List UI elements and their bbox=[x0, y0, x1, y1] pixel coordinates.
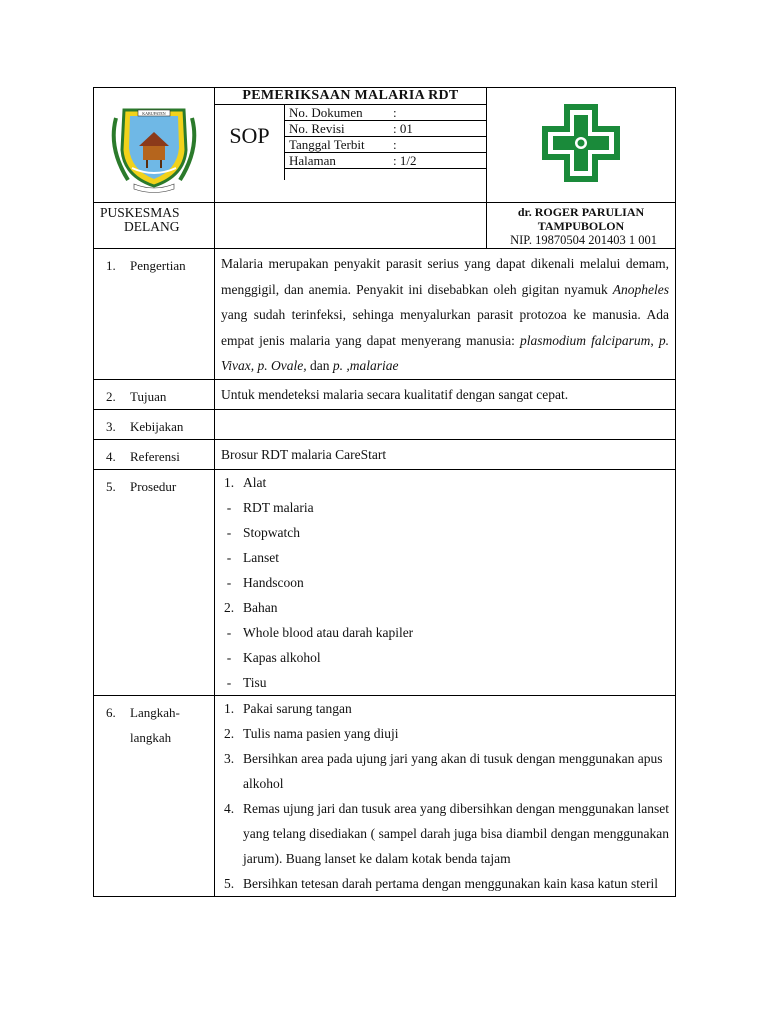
puskesmas-cross-icon bbox=[541, 103, 621, 183]
list-item: - Handscoon bbox=[226, 574, 304, 590]
org-cell bbox=[94, 203, 215, 249]
sop-table bbox=[93, 87, 676, 897]
regency-logo-cell bbox=[94, 88, 215, 203]
row-pengertian bbox=[94, 249, 676, 380]
list-item: - Stopwatch bbox=[226, 524, 300, 540]
signer-nip: NIP. 19870504 201403 1 001 bbox=[510, 233, 657, 247]
langkah-list bbox=[215, 695, 676, 896]
row-label: 4. Referensi bbox=[94, 439, 215, 469]
title-cell bbox=[215, 88, 487, 203]
list-item: 2. Tulis nama pasien yang diuji bbox=[223, 725, 399, 741]
row-label: 3. Kebijakan bbox=[94, 409, 215, 439]
row-referensi bbox=[94, 439, 676, 469]
regency-emblem-icon bbox=[94, 88, 215, 198]
kebijakan-text bbox=[215, 409, 676, 439]
list-item: - Tisu bbox=[226, 674, 267, 690]
document-title: PEMERIKSAAN MALARIA RDT bbox=[215, 88, 486, 105]
sop-document bbox=[93, 87, 675, 897]
tujuan-text: Untuk mendeteksi malaria secara kualitatif dengan sangat cepat. bbox=[215, 379, 676, 409]
list-item: - RDT malaria bbox=[226, 499, 314, 515]
svg-text:KABUPATEN: KABUPATEN bbox=[142, 111, 166, 116]
list-item: 2. Bahan bbox=[223, 599, 278, 615]
meta-tanggal-terbit: Tanggal Terbit : bbox=[285, 137, 486, 153]
row-kebijakan bbox=[94, 409, 676, 439]
referensi-text: Brosur RDT malaria CareStart bbox=[215, 439, 676, 469]
meta-halaman: Halaman : 1/2 bbox=[285, 153, 486, 169]
row-label: 2. Tujuan bbox=[94, 379, 215, 409]
row-label: 5. Prosedur bbox=[94, 469, 215, 695]
org-row bbox=[94, 203, 676, 249]
list-item: - Whole blood atau darah kapiler bbox=[226, 624, 414, 640]
org-name-line2: DELANG bbox=[124, 219, 180, 234]
signer-cell bbox=[487, 203, 676, 249]
signer-name-line2: TAMPUBOLON bbox=[537, 219, 625, 233]
header-row bbox=[94, 88, 676, 203]
document-meta bbox=[285, 105, 486, 196]
pengertian-text: Malaria merupakan penyakit parasit serius yang dapat dikenali melalui demam, menggigil, dan anemia. Penyakit ini disebabkan oleh gigitan nyamuk Anopheles yang sudah terinfeksi, sehinga menyalurkan parasit protozoa ke manusia. Ada empat jenis malaria yang dapat menyerang manusia: plasmodium falciparum, p. Vivax, p. Ovale, dan p. ,malariae bbox=[215, 249, 676, 380]
row-prosedur bbox=[94, 469, 676, 695]
list-item: 1. Pakai sarung tangan bbox=[223, 700, 352, 716]
list-item: 1. Alat bbox=[223, 474, 267, 490]
row-label: 1. Pengertian bbox=[94, 249, 215, 380]
list-item: 4. Remas ujung jari dan tusuk area yang dibersihkan dengan menggunakan lanset yang telang disediakan ( sampel darah juga bisa diambil dengan menggunakan jarum). Buang lanset ke dalam kotak benda tajam bbox=[223, 800, 669, 866]
list-item: - Kapas alkohol bbox=[226, 649, 321, 665]
row-langkah bbox=[94, 695, 676, 896]
meta-no-dokumen: No. Dokumen : bbox=[285, 105, 486, 121]
signer-name-line1: dr. ROGER PARULIAN bbox=[517, 205, 645, 219]
sop-label: SOP bbox=[215, 105, 285, 180]
puskesmas-logo-cell bbox=[487, 88, 676, 203]
row-tujuan bbox=[94, 379, 676, 409]
list-item: 3. Bersihkan area pada ujung jari yang akan di tusuk dengan menggunakan apus alkohol bbox=[223, 750, 663, 791]
list-item: 5. Bersihkan tetesan darah pertama dengan menggunakan kain kasa katun steril bbox=[223, 875, 658, 891]
meta-no-revisi: No. Revisi : 01 bbox=[285, 121, 486, 137]
org-name-line1: PUSKESMAS bbox=[100, 205, 180, 220]
prosedur-list bbox=[215, 469, 676, 695]
list-item: - Lanset bbox=[226, 549, 279, 565]
row-label: 6. Langkah- langkah bbox=[94, 695, 215, 896]
